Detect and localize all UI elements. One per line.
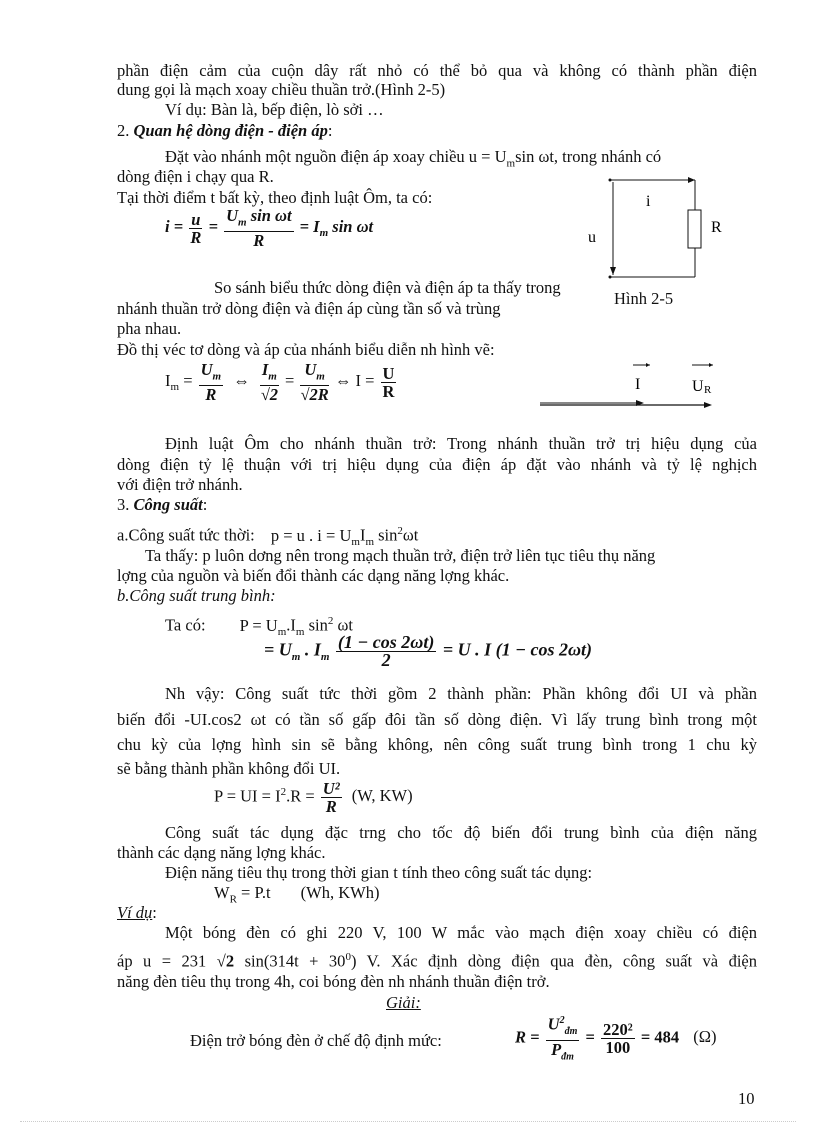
section-colon: :: [202, 495, 208, 514]
denominator: R: [325, 797, 337, 816]
label-u: u: [588, 229, 596, 246]
paragraph-line: dung gọi là mạch xoay chiều thuần trở.(Hình 2-5): [117, 80, 446, 99]
paragraph-line: phần điện cảm của cuộn dây rất nhỏ có thể bỏ qua và không có thành phần điện: [117, 61, 757, 80]
page-number: 10: [738, 1089, 755, 1108]
paragraph-line: $W_R = P.t$ (Wh, KWh): [214, 883, 380, 906]
subscript: m: [506, 157, 516, 170]
solution-heading: Giải:: [386, 993, 421, 1012]
paragraph-line: Đồ thị véc tơ dòng và áp của nhánh biểu diễn nh hình vẽ:: [117, 340, 495, 359]
fraction: [224, 207, 293, 249]
numerator: $I_m$: [260, 361, 279, 386]
section-title: Công suất: [133, 495, 203, 514]
paragraph-line: dòng điện i chạy qua R.: [117, 167, 274, 186]
paragraph-line: nhánh thuần trở dòng điện và điện áp cùng tần số và trùng: [117, 299, 501, 318]
denominator: R: [253, 231, 265, 251]
paragraph-line: Ta thấy: p luôn dơng nên trong mạch thuần trở, điện trở liên tục tiêu thụ năng: [145, 546, 656, 565]
equals: =: [183, 370, 193, 390]
denominator: 2: [381, 650, 391, 670]
section-number: 2.: [117, 121, 130, 140]
paragraph-line: lợng của nguồn và biến đổi thành các dạng năng lợng khác.: [117, 566, 510, 585]
equals: =: [208, 216, 218, 236]
numerator: U: [382, 363, 395, 383]
numerator: U²: [322, 779, 340, 798]
unit: (Ω): [693, 1027, 717, 1047]
resistor: [688, 210, 701, 248]
paragraph-line: Điện năng tiêu thụ trong thời gian t tính theo công suất tác dụng:: [165, 863, 593, 882]
numerator: $U^2_{đm}$: [546, 1012, 580, 1041]
label-I: I: [635, 376, 641, 393]
subscript: m: [170, 381, 180, 394]
denominator: √2: [260, 385, 278, 405]
numerator: (1 − cos 2ωt): [337, 632, 435, 652]
subscript: m: [319, 227, 329, 240]
fraction: [381, 365, 397, 400]
equals: =: [284, 370, 295, 390]
numerator: u: [191, 209, 201, 229]
label-i: i: [646, 193, 651, 210]
paragraph-line: áp u = 231 √2 $\sin(314t + 30^0)$ V. Xác định dòng điện qua đèn, công suất và điện: [117, 951, 758, 971]
footer-rule: [20, 1121, 796, 1122]
paragraph-line: Nh vậy: Công suất tức thời gồm 2 thành phần: Phần không đổi UI và phần: [165, 684, 757, 703]
terminal-dot: [609, 179, 612, 182]
formula-average-power: = $U_m$ . $I_m$ $\frac{(1 - \cos 2\omega t)}{2}$ = U . I (1 − cos 2ωt): [264, 632, 592, 670]
unit: (W, KW): [351, 786, 413, 806]
equivalence-symbol: ⇔: [334, 370, 352, 390]
section-number: 3.: [117, 495, 130, 514]
formula-im: [165, 361, 398, 403]
fraction: [300, 361, 328, 403]
numerator: $U_m$: [199, 361, 223, 386]
equivalence-symbol: ⇔: [233, 370, 250, 390]
fraction: [260, 361, 279, 403]
paragraph-line: biến đổi -UI.cos2 ωt có tần số gấp đôi tần số dòng điện. Vì lấy trung bình trong một: [117, 710, 757, 729]
label-U-sub: R: [704, 384, 712, 396]
paragraph-line: Tại thời điểm t bất kỳ, theo định luật Ôm, ta có:: [117, 188, 433, 207]
text: sin ωt, trong nhánh có: [515, 147, 662, 166]
fraction: [321, 780, 342, 815]
phasor-u-arrow: [704, 402, 712, 408]
formula-lhs: I =: [355, 370, 375, 390]
section-heading: [117, 121, 332, 140]
terminal-dot: [609, 276, 612, 279]
denominator: √2R: [300, 385, 329, 405]
denominator: R: [382, 381, 395, 401]
formula-ohm: [165, 207, 373, 249]
fraction: [336, 634, 436, 669]
formula-tail: = I: [299, 216, 320, 236]
numerator: $U_m$: [300, 361, 328, 386]
paragraph-line: năng đèn tiêu thụ trong 4h, coi bóng đèn nh nhánh thuần điện trở.: [117, 972, 550, 991]
voltage-arrow: [610, 267, 616, 275]
denominator: 100: [605, 1038, 631, 1058]
section-heading: [117, 495, 207, 514]
paragraph-line: chu kỳ của lợng hình sin sẽ bằng không, nên công suất trung bình trong 1 chu kỳ: [117, 735, 757, 754]
current-arrow: [688, 177, 695, 183]
denominator: $P_{đm}$: [551, 1039, 574, 1063]
paragraph-line: dòng điện tỷ lệ thuận với trị hiệu dụng của điện áp đặt vào nhánh và tỷ lệ nghịch: [117, 455, 757, 474]
denominator: R: [190, 227, 202, 247]
formula-lhs: I: [165, 370, 171, 390]
label-U: U: [692, 378, 704, 395]
paragraph-line: Điện trở bóng đèn ở chế độ định mức:: [190, 1031, 442, 1050]
subsection-heading: b.Công suất trung bình:: [117, 586, 276, 605]
section-title: Quan hệ dòng điện - điện áp: [133, 121, 328, 140]
section-colon: :: [327, 121, 333, 140]
fraction: [199, 361, 223, 403]
formula-tail: sin ωt: [328, 216, 374, 236]
paragraph-line: Công suất tác dụng đặc trng cho tốc độ biến đổi trung bình của điện năng: [165, 823, 757, 842]
fraction: [601, 1021, 635, 1056]
numerator: $U_m$ sin ωt: [224, 207, 293, 232]
paragraph-line: Định luật Ôm cho nhánh thuần trở: Trong nhánh thuần trở trị hiệu dụng của: [165, 434, 757, 453]
paragraph-line: Một bóng đèn có ghi 220 V, 100 W mắc vào mạch điện xoay chiều có điện: [165, 923, 757, 942]
formula-resistance: R = $\frac{U^2_{đm}}{P_{đm}}$ = $\frac{\text{220²}}{100}$ = 484 (Ω): [515, 1012, 717, 1065]
denominator: R: [205, 385, 217, 405]
formula-power: P = UI = $I^2.R$ = $\frac{\text{U²}}{R}$ (W, KW): [214, 779, 413, 816]
example-heading: Ví dụ:: [117, 903, 157, 922]
paragraph-line: So sánh biểu thức dòng điện và điện áp ta thấy trong: [214, 278, 561, 297]
paragraph-line: thành các dạng năng lợng khác.: [117, 843, 326, 862]
numerator: 220²: [603, 1020, 633, 1040]
paragraph-line: sẽ bằng thành phần không đổi UI.: [117, 759, 341, 778]
paragraph-line: a.Công suất tức thời: p = u . $i = U_mI_m$ $\sin^2\omega t$: [117, 525, 419, 548]
phasor-diagram: [536, 360, 716, 415]
paragraph-line: với điện trở nhánh.: [117, 475, 243, 494]
example-line: Ví dụ: Bàn là, bếp điện, lò sởi …: [165, 100, 384, 119]
formula-lhs: i =: [165, 216, 184, 236]
paragraph-line: Ta có: $P = U_m.I_m$ $\sin^2 \omega t$: [165, 615, 353, 638]
fraction: [189, 211, 202, 246]
text: Đặt vào nhánh một nguồn điện áp xoay chiều u = U: [165, 147, 507, 166]
figure-caption: Hình 2-5: [614, 289, 674, 308]
paragraph-line: pha nhau.: [117, 319, 182, 338]
fraction: [546, 1012, 580, 1065]
label-R: R: [711, 219, 722, 236]
